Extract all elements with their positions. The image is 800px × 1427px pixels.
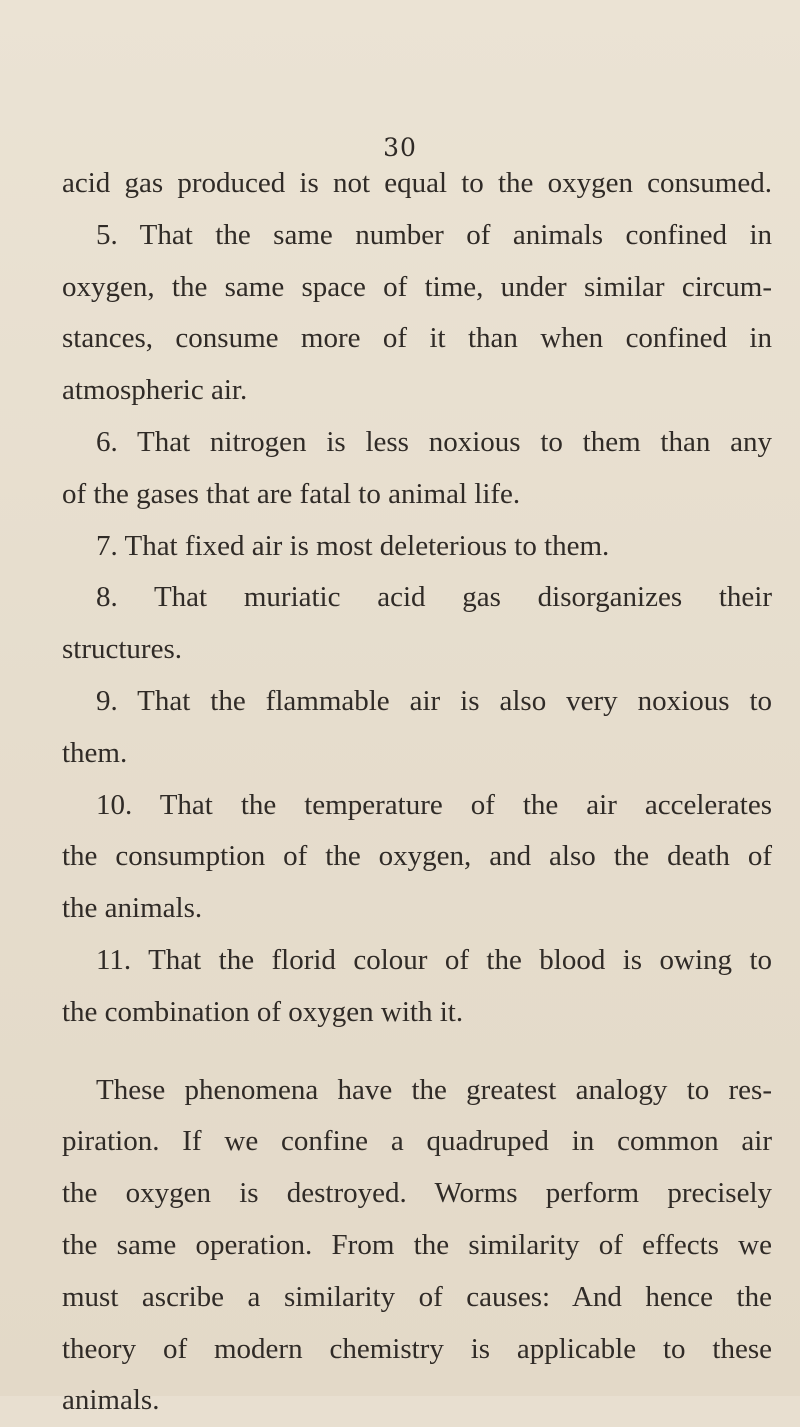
text-line: of the gases that are fatal to animal life.: [62, 477, 521, 510]
text-line: 6. That nitrogen is less noxious to them than any: [96, 425, 772, 458]
body-text: [62, 158, 772, 1427]
text-line: animals.: [62, 1384, 160, 1417]
text-line: them.: [62, 736, 128, 769]
text-line: stances, consume more of it than when confined in: [62, 322, 772, 355]
text-line: theory of modern chemistry is applicable to these: [62, 1332, 772, 1365]
paragraph-gap: [62, 1039, 772, 1065]
text-line: 11. That the florid colour of the blood is owing to: [96, 943, 772, 976]
text-line: the same operation. From the similarity of effects we: [62, 1228, 772, 1261]
text-line: must ascribe a similarity of causes: And hence the: [62, 1280, 772, 1313]
text-line: the consumption of the oxygen, and also the death of: [62, 840, 772, 873]
page-number: 30: [383, 133, 417, 162]
text-line: piration. If we confine a quadruped in common air: [62, 1125, 772, 1158]
text-line: the oxygen is destroyed. Worms perform precisely: [62, 1177, 772, 1210]
text-line: 7. That fixed air is most deleterious to them.: [96, 529, 610, 562]
text-line: the combination of oxygen with it.: [62, 995, 464, 1028]
text-line: oxygen, the same space of time, under similar circum-: [62, 270, 772, 303]
text-line: These phenomena have the greatest analogy to res-: [96, 1073, 772, 1106]
text-line: acid gas produced is not equal to the oxygen consumed.: [62, 167, 772, 199]
text-line: atmospheric air.: [62, 374, 248, 407]
text-line: 5. That the same number of animals confined in: [96, 218, 772, 251]
text-line: 8. That muriatic acid gas disorganizes their: [96, 581, 772, 614]
text-line: structures.: [62, 633, 182, 666]
text-line: 9. That the flammable air is also very noxious to: [96, 684, 772, 717]
text-line: 10. That the temperature of the air accelerates: [96, 788, 772, 821]
text-line: the animals.: [62, 892, 203, 925]
